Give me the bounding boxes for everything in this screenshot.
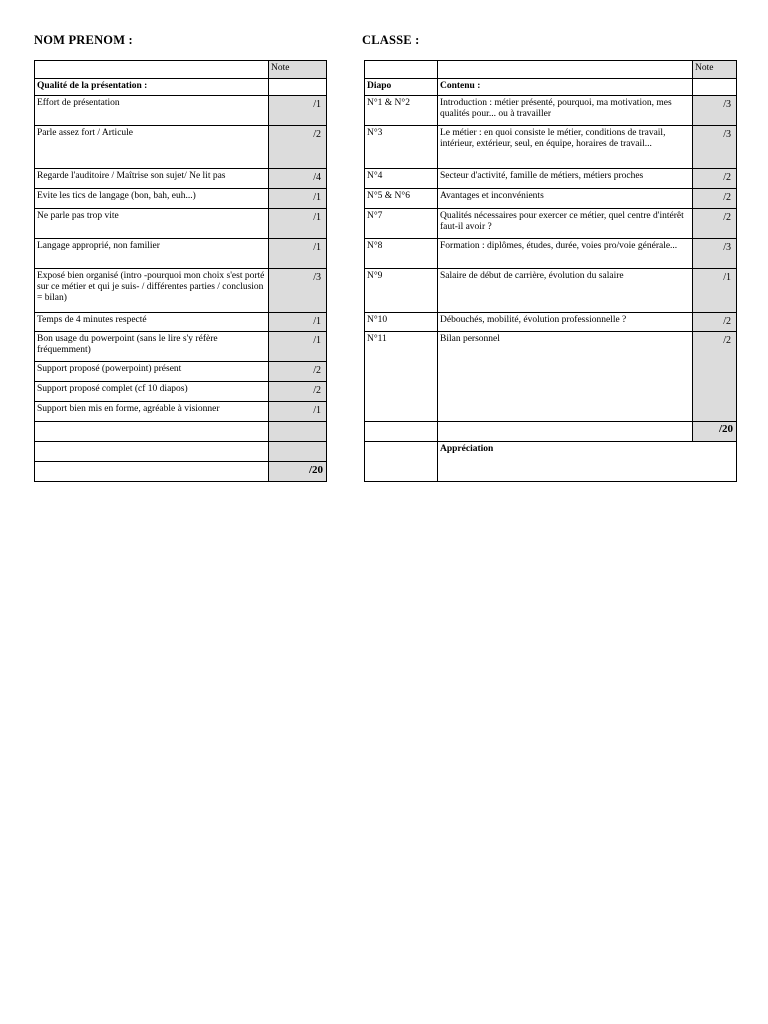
total-score: /20 bbox=[308, 464, 323, 476]
content-label: Secteur d'activité, famille de métiers, métiers proches bbox=[440, 171, 644, 181]
row-divider bbox=[34, 481, 327, 482]
criterion-label: Effort de présentation bbox=[37, 98, 120, 108]
diapo-number: N°7 bbox=[367, 211, 383, 221]
row-divider bbox=[364, 312, 737, 313]
criterion-label: Bon usage du powerpoint (sans le lire s'y réfère fréquemment) bbox=[37, 334, 218, 355]
row-divider bbox=[34, 461, 327, 462]
criterion-label: Langage approprié, non familier bbox=[37, 241, 160, 251]
row-divider bbox=[364, 125, 737, 126]
diapo-number: N°8 bbox=[367, 241, 383, 251]
criterion-label: Support proposé (powerpoint) présent bbox=[37, 364, 182, 374]
content-label: Qualités nécessaires pour exercer ce métier, quel centre d'intérêt faut-il avoir ? bbox=[440, 211, 684, 232]
content-label: Salaire de début de carrière, évolution du salaire bbox=[440, 271, 624, 281]
criterion-label: Évite les tics de langage (bon, bah, euh...) bbox=[37, 191, 196, 201]
row-divider bbox=[34, 401, 327, 402]
criterion-label: Exposé bien organisé (intro -pourquoi mon choix s'est porté sur ce métier et qui je suis- / différentes parties / conclusion = bilan) bbox=[37, 271, 265, 303]
diapo-number: N°4 bbox=[367, 171, 383, 181]
total-score: /20 bbox=[718, 423, 733, 435]
row-divider bbox=[34, 381, 327, 382]
content-score: /1 bbox=[723, 272, 731, 283]
content-score: /2 bbox=[723, 212, 731, 223]
row-divider bbox=[34, 60, 327, 61]
row-divider bbox=[364, 331, 737, 332]
content-score: /2 bbox=[723, 192, 731, 203]
criterion-label: Regarde l'auditoire / Maîtrise son sujet/ Ne lit pas bbox=[37, 171, 226, 181]
content-label: Introduction : métier présenté, pourquoi, ma motivation, mes qualités pour... ou à travailler bbox=[440, 98, 672, 119]
row-divider bbox=[34, 188, 327, 189]
content-label: Avantages et inconvénients bbox=[440, 191, 544, 201]
content-score: /2 bbox=[723, 316, 731, 327]
row-divider bbox=[34, 125, 327, 126]
criterion-score: /1 bbox=[313, 99, 321, 110]
content-score: /2 bbox=[723, 335, 731, 346]
row-divider bbox=[364, 78, 737, 79]
note-column-shading bbox=[268, 421, 326, 441]
criterion-score: /3 bbox=[313, 272, 321, 283]
row-divider bbox=[364, 238, 737, 239]
criterion-label: Temps de 4 minutes respecté bbox=[37, 315, 147, 325]
row-divider bbox=[34, 312, 327, 313]
row-divider bbox=[364, 481, 737, 482]
criterion-score: /2 bbox=[313, 129, 321, 140]
content-label: Formation : diplômes, études, durée, voies pro/voie générale... bbox=[440, 241, 678, 251]
criterion-label: Support bien mis en forme, agréable à visionner bbox=[37, 404, 220, 414]
row-divider bbox=[364, 421, 737, 422]
criterion-label: Parle assez fort / Articule bbox=[37, 128, 134, 138]
diapo-number: N°1 & N°2 bbox=[367, 98, 410, 108]
row-divider bbox=[364, 168, 737, 169]
note-column-shading bbox=[268, 441, 326, 461]
criterion-score: /1 bbox=[313, 405, 321, 416]
note-column-divider bbox=[268, 60, 269, 482]
content-score: /3 bbox=[723, 242, 731, 253]
table-border bbox=[364, 60, 365, 482]
diapo-number: N°5 & N°6 bbox=[367, 191, 410, 201]
row-divider bbox=[34, 331, 327, 332]
diapo-number: N°9 bbox=[367, 271, 383, 281]
name-label: NOM PRENOM : bbox=[34, 33, 133, 47]
row-divider bbox=[34, 421, 327, 422]
criterion-score: /1 bbox=[313, 335, 321, 346]
section-title: Qualité de la présentation : bbox=[37, 81, 148, 91]
content-label: Bilan personnel bbox=[440, 334, 500, 344]
class-label: CLASSE : bbox=[362, 33, 420, 47]
appreciation-label: Appréciation bbox=[440, 444, 494, 454]
diapo-number: N°3 bbox=[367, 128, 383, 138]
criterion-score: /1 bbox=[313, 242, 321, 253]
table-border bbox=[736, 60, 737, 482]
row-divider bbox=[364, 60, 737, 61]
diapo-number: N°10 bbox=[367, 315, 388, 325]
row-divider bbox=[364, 441, 737, 442]
note-column-divider bbox=[692, 60, 693, 442]
row-divider bbox=[34, 441, 327, 442]
diapo-number: N°11 bbox=[367, 334, 387, 344]
content-score: /3 bbox=[723, 129, 731, 140]
row-divider bbox=[364, 268, 737, 269]
criterion-score: /2 bbox=[313, 385, 321, 396]
criterion-score: /2 bbox=[313, 365, 321, 376]
criterion-score: /4 bbox=[313, 172, 321, 183]
row-divider bbox=[364, 188, 737, 189]
criterion-score: /1 bbox=[313, 192, 321, 203]
criterion-label: Ne parle pas trop vite bbox=[37, 211, 119, 221]
row-divider bbox=[34, 95, 327, 96]
content-header: Contenu : bbox=[440, 81, 481, 91]
criterion-score: /1 bbox=[313, 212, 321, 223]
table-border bbox=[326, 60, 327, 482]
content-label: Le métier : en quoi consiste le métier, conditions de travail, intérieur, extérieur, seul, en équipe, horaires de travail... bbox=[440, 128, 666, 149]
row-divider bbox=[34, 78, 327, 79]
row-divider bbox=[34, 361, 327, 362]
criterion-score: /1 bbox=[313, 316, 321, 327]
criterion-label: Support proposé complet (cf 10 diapos) bbox=[37, 384, 188, 394]
row-divider bbox=[34, 268, 327, 269]
diapo-column-divider bbox=[437, 60, 438, 482]
row-divider bbox=[34, 208, 327, 209]
note-header: Note bbox=[695, 63, 714, 73]
diapo-header: Diapo bbox=[367, 81, 392, 91]
content-score: /2 bbox=[723, 172, 731, 183]
row-divider bbox=[34, 238, 327, 239]
row-divider bbox=[34, 168, 327, 169]
content-score: /3 bbox=[723, 99, 731, 110]
note-header: Note bbox=[271, 63, 290, 73]
content-label: Débouchés, mobilité, évolution professionnelle ? bbox=[440, 315, 627, 325]
table-border bbox=[34, 60, 35, 482]
row-divider bbox=[364, 95, 737, 96]
row-divider bbox=[364, 208, 737, 209]
